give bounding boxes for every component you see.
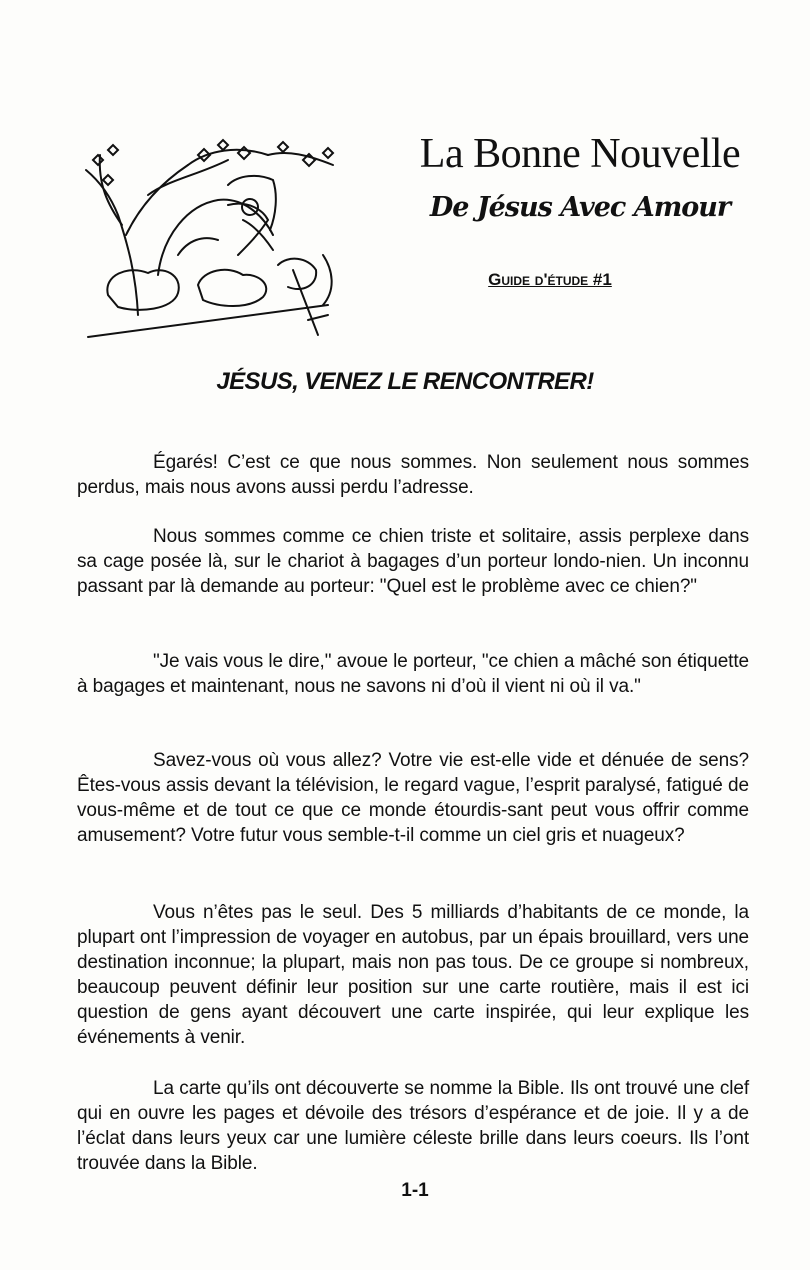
page-title: La Bonne Nouvelle — [419, 131, 741, 177]
paragraph-4: Savez-vous où vous allez? Votre vie est-elle vide et dénuée de sens? Êtes-vous assis devant la télévision, le regard vague, l’esprit paralysé, fatigué de vous-même et de tout ce que ce monde étourdis-sant peut vous offrir comme amusement? Votre futur vous semble-t-il comme un ciel gris et nuageux? — [77, 750, 749, 846]
page-number: 1-1 — [401, 1180, 429, 1201]
paragraph-3: "Je vais vous le dire," avoue le porteur, "ce chien a mâché son étiquette à bagages et maintenant, nous ne savons ni d’où il vient ni où il va." — [77, 651, 749, 697]
paragraph-2: Nous sommes comme ce chien triste et solitaire, assis perplexe dans sa cage posée là, sur le chariot à bagages d’un porteur londo-nien. Un inconnu passant par là demande au porteur: "Quel est le problème avec ce chien?" — [77, 526, 749, 597]
page-subtitle: De Jésus Avec Amour — [429, 192, 731, 223]
shepherd-with-sheep-illustration — [78, 125, 353, 340]
paragraph-1: Égarés! C’est ce que nous sommes. Non seulement nous sommes perdus, mais nous avons aussi perdu l’adresse. — [77, 452, 749, 498]
paragraph-5: Vous n’êtes pas le seul. Des 5 milliards d’habitants de ce monde, la plupart ont l’impression de voyager en autobus, par un épais brouillard, vers une destination inconnue; la plupart, mais non pas tous. De ce groupe si nombreux, beaucoup peuvent définir leur position sur une carte routière, mais il est ici question de gens ayant découvert une carte inspirée, qui leur explique les événements à venir. — [77, 902, 749, 1048]
section-heading: JÉSUS, VENEZ LE RENCONTRER! — [216, 368, 594, 395]
paragraph-6: La carte qu’ils ont découverte se nomme la Bible. Ils ont trouvé une clef qui en ouvre les pages et dévoile des trésors d’espérance et de joie. Il y a de l’éclat dans leurs yeux car une lumière céleste brille dans leurs coeurs. Ils l’ont trouvée dans la Bible. — [77, 1078, 749, 1174]
study-guide-label: Guide d'étude #1 — [488, 270, 612, 289]
